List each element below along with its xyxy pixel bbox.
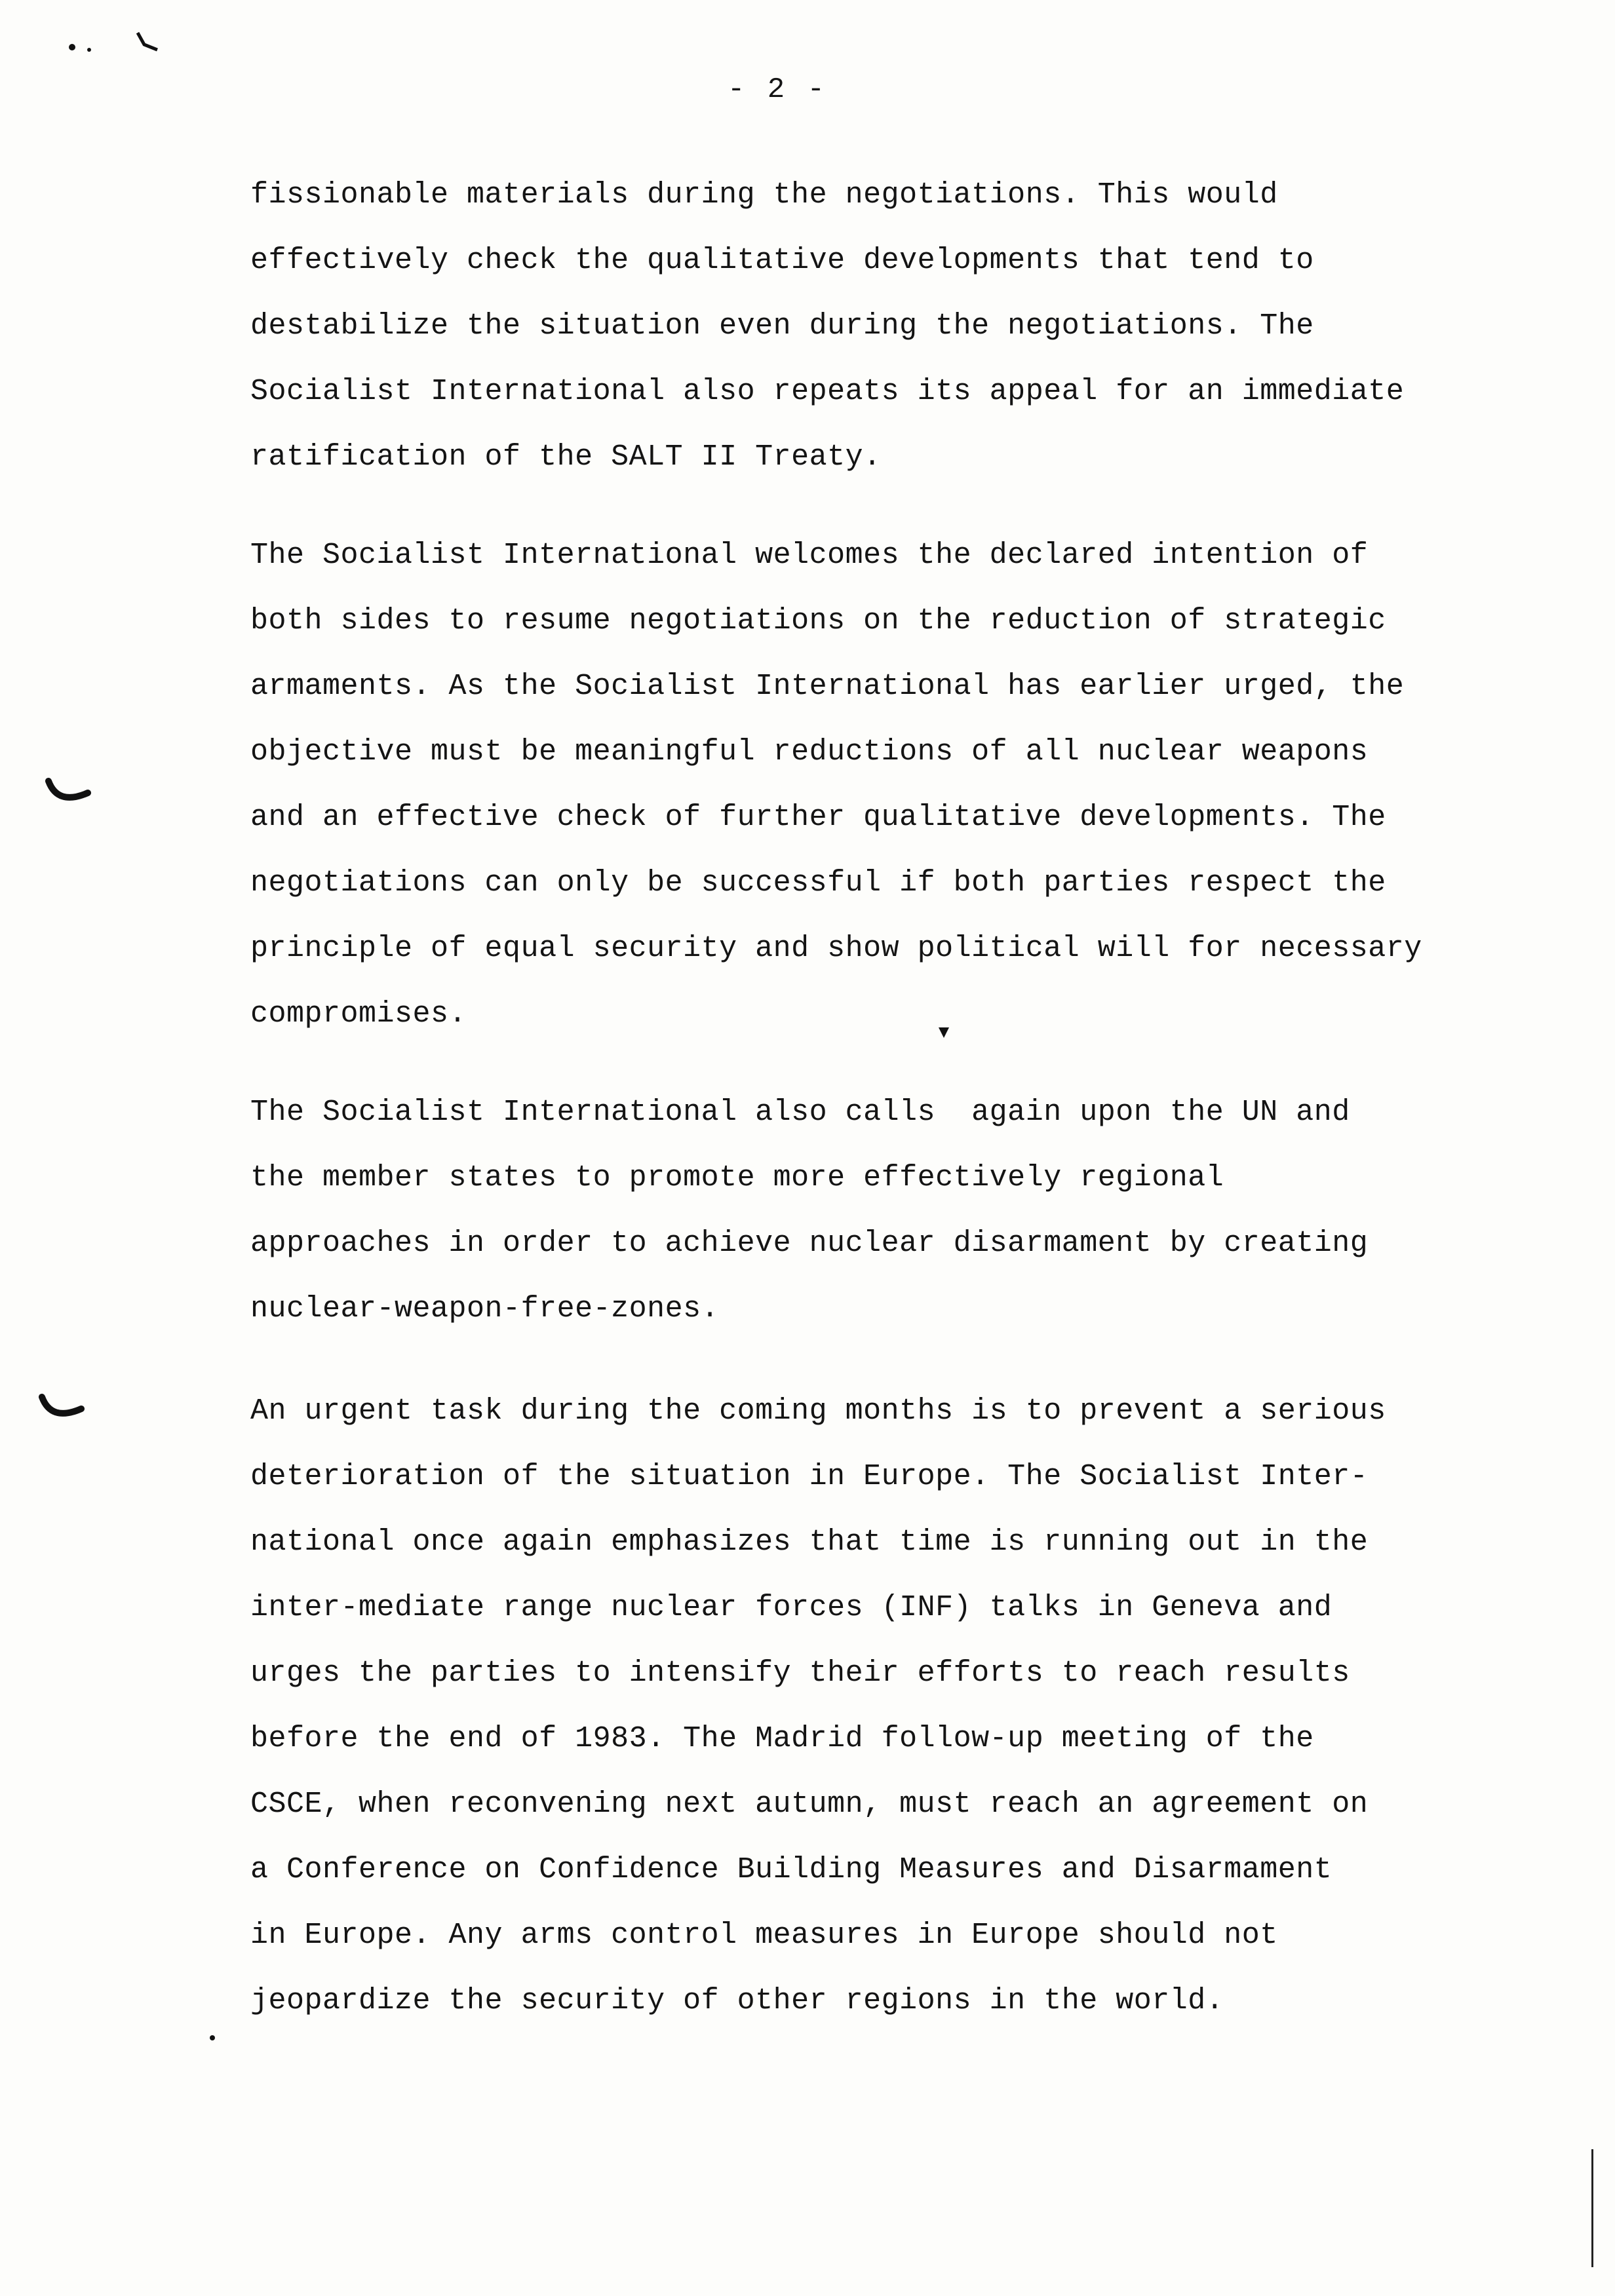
text-line: destabilize the situation even during the negotiations. The — [250, 309, 1314, 343]
text-line: principle of equal security and show political will for necessary — [250, 932, 1422, 965]
text-line: urges the parties to intensify their efforts to reach results — [250, 1656, 1350, 1690]
page-edge-shadow — [1591, 2149, 1593, 2267]
text-line: The Socialist International also calls again upon the UN and — [250, 1096, 1350, 1129]
text-line: and an effective check of further qualitative developments. The — [250, 801, 1386, 834]
text-line: approaches in order to achieve nuclear disarmament by creating — [250, 1227, 1369, 1260]
text-line: the member states to promote more effectively regional — [250, 1161, 1224, 1195]
text-line: deterioration of the situation in Europe. The Socialist Inter- — [250, 1460, 1369, 1493]
text-line: in Europe. Any arms control measures in Europe should not — [250, 1919, 1278, 1952]
text-line: before the end of 1983. The Madrid follow-up meeting of the — [250, 1722, 1314, 1755]
punch-hole-mark-lower — [37, 1389, 89, 1435]
page-number: - 2 - — [728, 73, 828, 106]
text-line: Socialist International also repeats its appeal for an immediate — [250, 375, 1405, 408]
scan-speck-top-left — [59, 26, 177, 66]
text-line: objective must be meaningful reductions of all nuclear weapons — [250, 735, 1369, 769]
text-line: jeopardize the security of other regions in the world. — [250, 1984, 1224, 2018]
text-line: CSCE, when reconvening next autumn, must reach an agreement on — [250, 1788, 1369, 1821]
text-line: inter-mediate range nuclear forces (INF) talks in Geneva and — [250, 1591, 1333, 1624]
text-line: An urgent task during the coming months is to prevent a serious — [250, 1394, 1386, 1428]
text-line: nuclear-weapon-free-zones. — [250, 1292, 720, 1326]
text-line: ratification of the SALT II Treaty. — [250, 440, 882, 474]
ink-speck-middle — [935, 1022, 954, 1042]
text-line: compromises. — [250, 997, 467, 1031]
text-line: a Conference on Confidence Building Measures and Disarmament — [250, 1853, 1333, 1886]
text-line: fissionable materials during the negotiations. This would — [250, 178, 1278, 212]
text-line: armaments. As the Socialist International has earlier urged, the — [250, 670, 1405, 703]
text-line: effectively check the qualitative developments that tend to — [250, 244, 1314, 277]
ink-speck-bottom-left — [207, 2033, 218, 2043]
text-line: negotiations can only be successful if both parties respect the — [250, 866, 1386, 900]
text-line: The Socialist International welcomes the declared intention of — [250, 539, 1369, 572]
text-line: both sides to resume negotiations on the reduction of strategic — [250, 604, 1386, 638]
punch-hole-mark-upper — [43, 773, 96, 819]
text-line: national once again emphasizes that time is running out in the — [250, 1525, 1369, 1559]
